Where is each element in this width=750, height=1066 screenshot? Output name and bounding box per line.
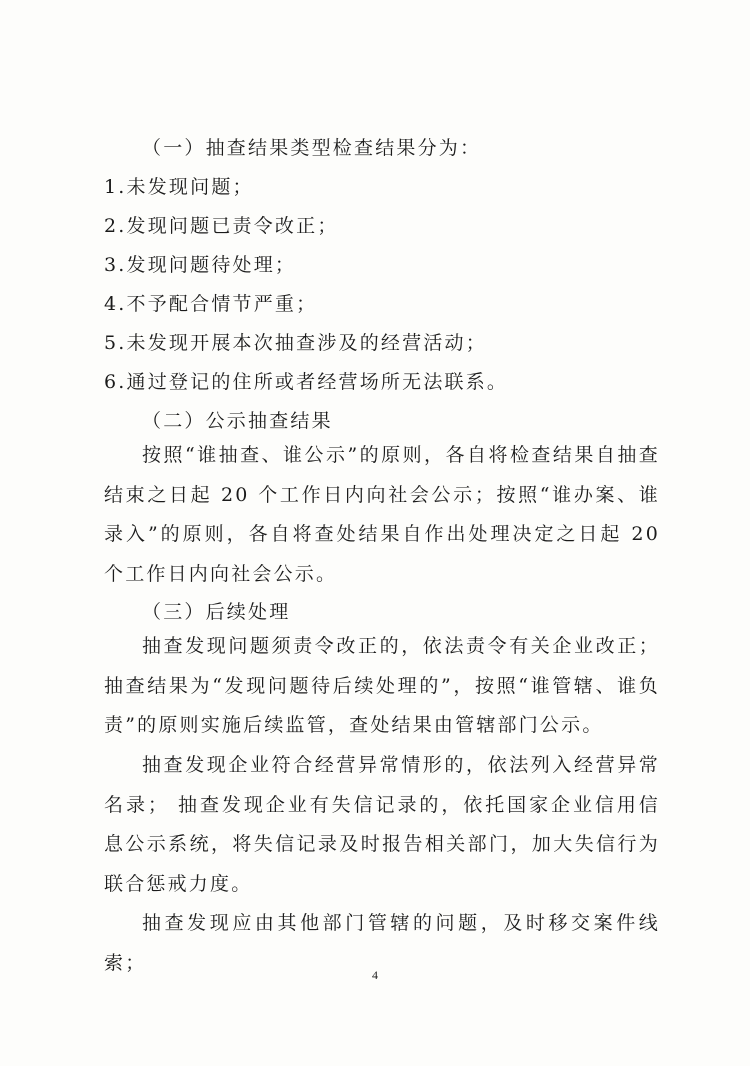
list-item: 6.通过登记的住所或者经营场所无法联系。 xyxy=(104,371,509,393)
section3-paragraph-1: 抽查发现问题须责令改正的，依法责令有关企业改正；抽查结果为“发现问题待后续处理的”，按照“谁管辖、谁负责”的原则实施后续监管，查处结果由管辖部门公示。 xyxy=(104,635,660,736)
section1-heading: （一）抽查结果类型检查结果分为： xyxy=(142,137,482,159)
section3-paragraph-2: 抽查发现企业符合经营异常情形的，依法列入经营异常名录； 抽查发现企业有失信记录的，依托国家企业信用信息公示系统，将失信记录及时报告相关部门，加大失信行为联合惩戒力度。 xyxy=(104,754,660,895)
section3-heading: （三）后续处理 xyxy=(142,601,291,623)
page-number: 4 xyxy=(372,968,378,982)
section3-paragraph-3: 抽查发现应由其他部门管辖的问题，及时移交案件线索； xyxy=(104,912,660,974)
section2-heading: （二）公示抽查结果 xyxy=(142,410,333,432)
list-item: 5.未发现开展本次抽查涉及的经营活动； xyxy=(104,332,487,354)
list-item: 4.不予配合情节严重； xyxy=(104,293,318,315)
list-item: 2.发现问题已责令改正； xyxy=(104,215,339,237)
list-item: 1.未发现问题； xyxy=(104,176,254,198)
list-item: 3.发现问题待处理； xyxy=(104,254,297,276)
section2-paragraph: 按照“谁抽查、谁公示”的原则，各自将检查结果自抽查结束之日起 20 个工作日内向社会公示；按照“谁办案、谁录入”的原则，各自将查处结果自作出处理决定之日起 20 个工作日内向社会公示。 xyxy=(104,444,660,585)
